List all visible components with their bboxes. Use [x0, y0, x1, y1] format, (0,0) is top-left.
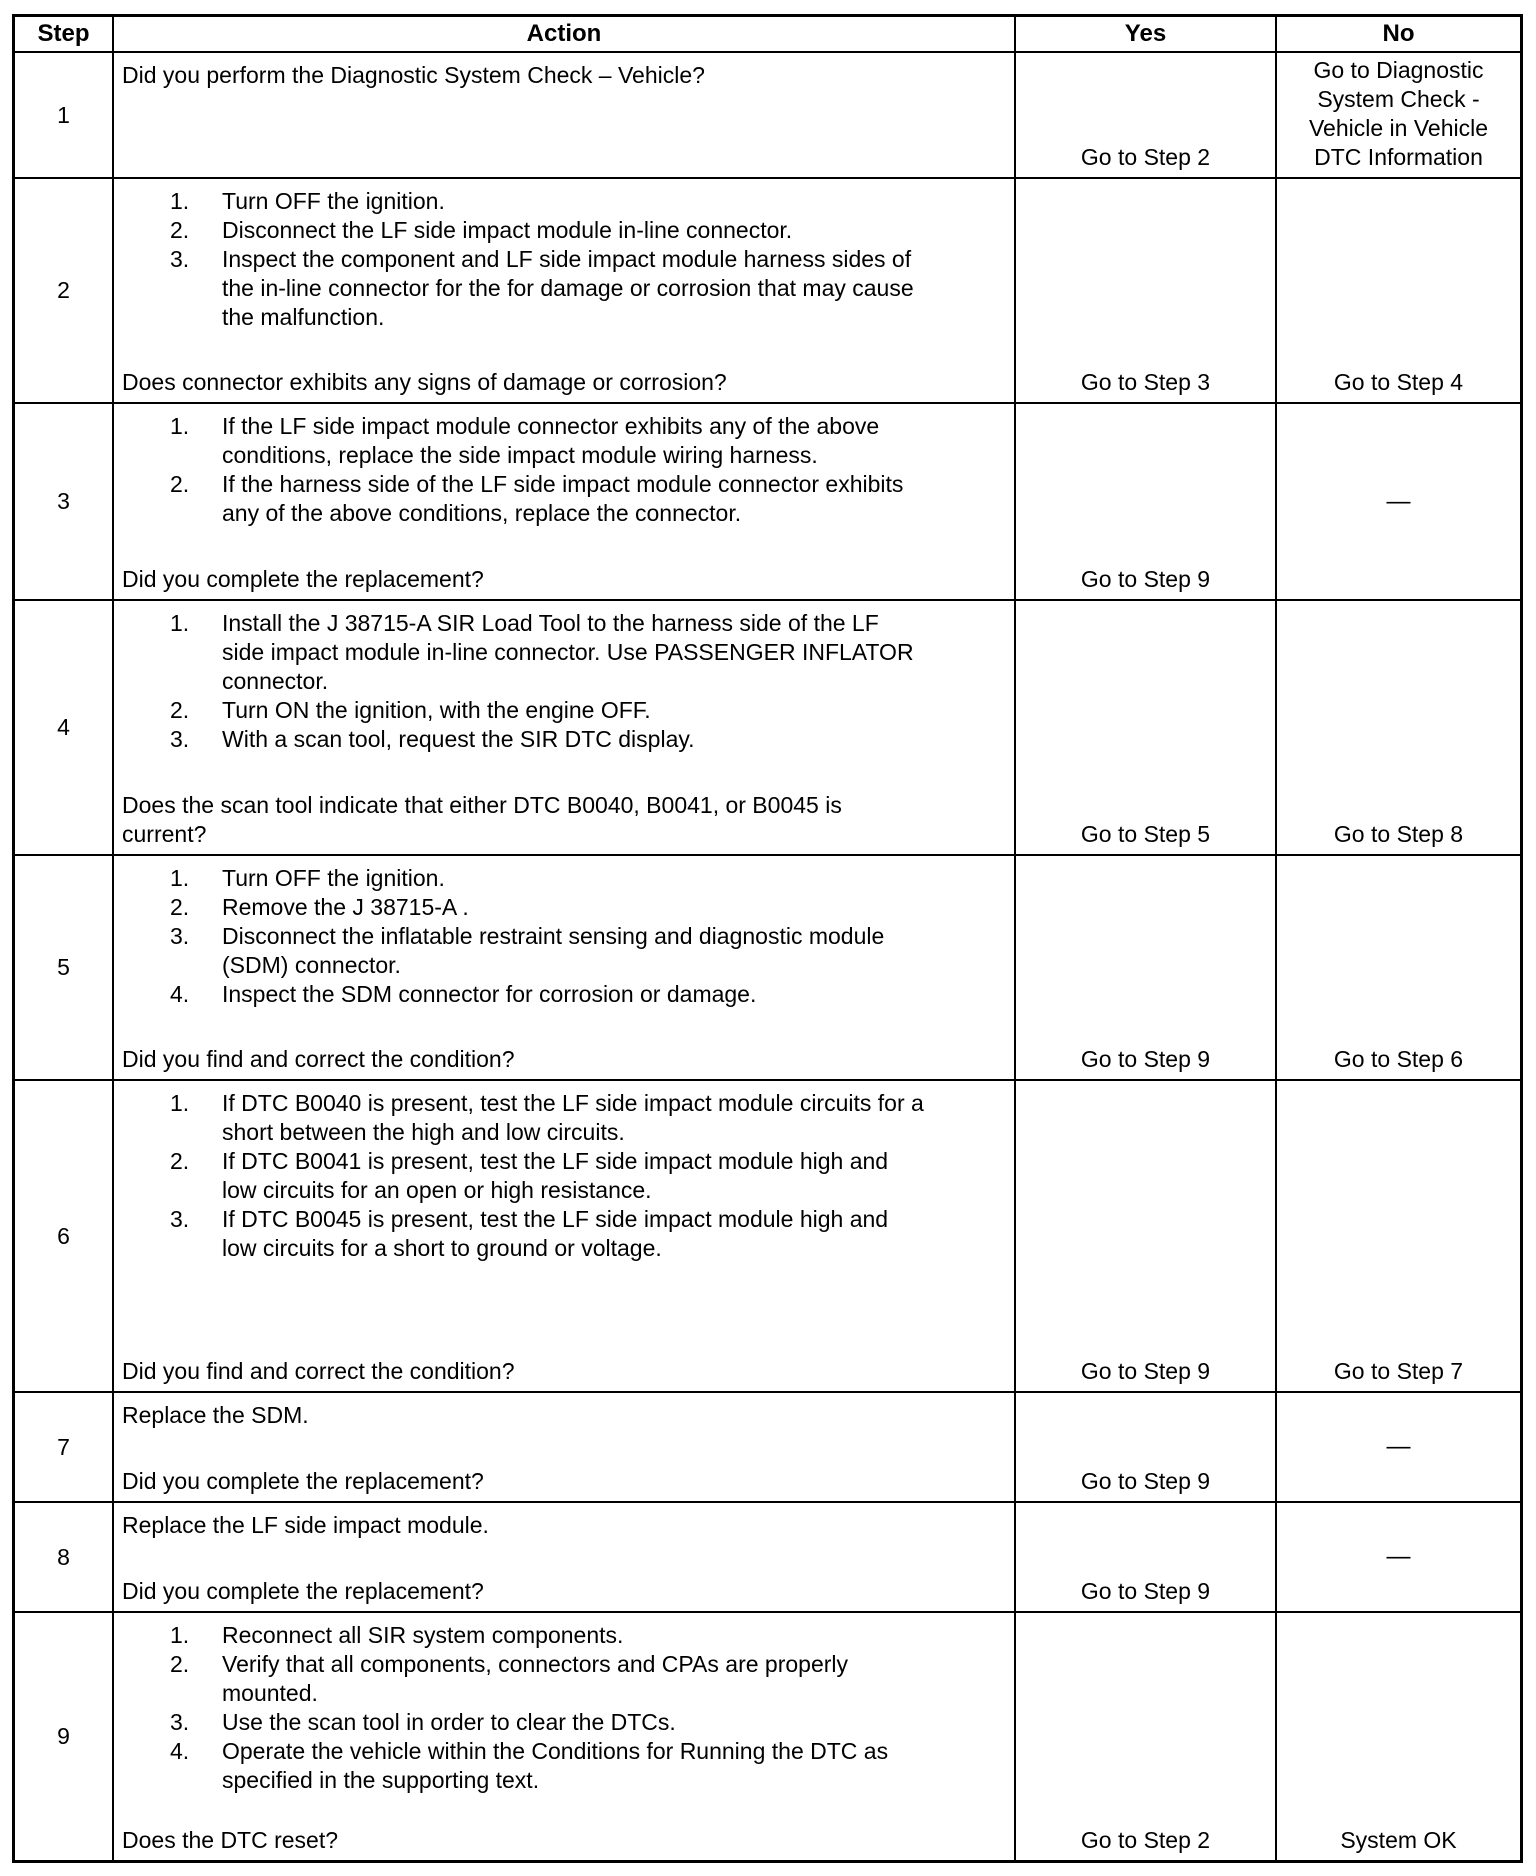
- action-list: [122, 609, 1008, 754]
- yes-cell: [1016, 53, 1277, 177]
- list-item: [122, 1621, 1008, 1650]
- no-cell: [1277, 1503, 1520, 1611]
- yes-cell: [1016, 1393, 1277, 1501]
- no-answer-line: Vehicle in Vehicle: [1308, 115, 1488, 141]
- table-header-row: [15, 17, 1520, 53]
- list-item: [122, 696, 1008, 725]
- list-item: [122, 980, 1008, 1009]
- diagnostic-table: [12, 14, 1523, 1863]
- item-line: (SDM) connector.: [222, 952, 401, 978]
- step-number: 4: [15, 601, 114, 854]
- action-list: [122, 412, 1008, 528]
- item-number: 2.: [170, 894, 190, 920]
- item-line: Turn ON the ignition, with the engine OFF.: [222, 697, 651, 723]
- list-item: [122, 893, 1008, 922]
- item-number: 2.: [170, 217, 190, 243]
- no-answer: [1277, 56, 1520, 172]
- action-cell: [114, 1081, 1016, 1391]
- item-line: Reconnect all SIR system components.: [222, 1622, 624, 1648]
- action-cell: [114, 1503, 1016, 1611]
- action-question: Does connector exhibits any signs of damage or corrosion?: [122, 369, 727, 395]
- action-list: [122, 1621, 1008, 1795]
- question-line: current?: [122, 821, 207, 847]
- item-line: Turn OFF the ignition.: [222, 865, 445, 891]
- no-cell: [1277, 1393, 1520, 1501]
- yes-answer: Go to Step 9: [1080, 1578, 1211, 1604]
- table-row: [15, 1393, 1520, 1503]
- step-number: 2: [15, 179, 114, 402]
- action-question: [122, 791, 1008, 849]
- item-line: Disconnect the LF side impact module in-line connector.: [222, 217, 793, 243]
- action-cell: [114, 1393, 1016, 1501]
- step-number: 5: [15, 856, 114, 1079]
- header-step: Step: [15, 17, 114, 51]
- list-item: [122, 187, 1008, 216]
- yes-answer: Go to Step 3: [1080, 369, 1211, 395]
- item-line: With a scan tool, request the SIR DTC display.: [222, 726, 695, 752]
- action-question: Did you complete the replacement?: [122, 566, 484, 592]
- no-answer: Go to Step 4: [1333, 369, 1464, 395]
- item-line: If DTC B0045 is present, test the LF side impact module high and: [222, 1206, 889, 1232]
- yes-cell: [1016, 1503, 1277, 1611]
- action-list: [122, 187, 1008, 332]
- yes-answer: Go to Step 9: [1080, 1358, 1211, 1384]
- yes-cell: [1016, 404, 1277, 599]
- yes-cell: [1016, 1081, 1277, 1391]
- no-answer: Go to Step 8: [1333, 821, 1464, 847]
- item-line: Inspect the component and LF side impact module harness sides of: [222, 246, 912, 272]
- table-row: [15, 179, 1520, 404]
- item-line: mounted.: [222, 1680, 318, 1706]
- no-answer-line: Go to Diagnostic: [1313, 57, 1484, 83]
- item-line: any of the above conditions, replace the connector.: [222, 500, 742, 526]
- action-question: Did you find and correct the condition?: [122, 1358, 515, 1384]
- yes-cell: [1016, 856, 1277, 1079]
- no-answer: Go to Step 6: [1333, 1046, 1464, 1072]
- item-line: Operate the vehicle within the Conditions for Running the DTC as: [222, 1738, 889, 1764]
- header-no: No: [1382, 20, 1415, 47]
- no-answer-dash: —: [1386, 1433, 1411, 1460]
- yes-cell: [1016, 1613, 1277, 1860]
- step-number: 3: [15, 404, 114, 599]
- action-cell: [114, 1613, 1016, 1860]
- item-number: 3.: [170, 1709, 190, 1735]
- no-cell: [1277, 856, 1520, 1079]
- question-line: Does the scan tool indicate that either DTC B0040, B0041, or B0045 is: [122, 792, 842, 818]
- list-item: [122, 864, 1008, 893]
- item-line: If DTC B0041 is present, test the LF side impact module high and: [222, 1148, 889, 1174]
- action-intro: Replace the LF side impact module.: [122, 1512, 489, 1538]
- action-list: [122, 864, 1008, 1009]
- table-row: [15, 53, 1520, 179]
- header-yes: Yes: [1016, 17, 1277, 51]
- table-row: [15, 1613, 1520, 1860]
- action-question: Does the DTC reset?: [122, 1827, 339, 1853]
- list-item: [122, 412, 1008, 470]
- no-cell: [1277, 601, 1520, 854]
- list-item: [122, 470, 1008, 528]
- no-cell: [1277, 53, 1520, 177]
- action-cell: [114, 601, 1016, 854]
- list-item: [122, 922, 1008, 980]
- yes-answer: Go to Step 2: [1080, 144, 1211, 170]
- step-number: 8: [15, 1503, 114, 1611]
- table-row: [15, 1503, 1520, 1613]
- item-number: 3.: [170, 1206, 190, 1232]
- item-number: 4.: [170, 981, 190, 1007]
- item-number: 1.: [170, 188, 190, 214]
- list-item: [122, 1737, 1008, 1795]
- item-line: Turn OFF the ignition.: [222, 188, 445, 214]
- item-line: low circuits for an open or high resistance.: [222, 1177, 652, 1203]
- action-cell: [114, 179, 1016, 402]
- no-answer-line: System Check -: [1317, 86, 1480, 112]
- no-answer-dash: —: [1386, 487, 1411, 515]
- list-item: [122, 216, 1008, 245]
- action-cell: [114, 856, 1016, 1079]
- table-row: [15, 601, 1520, 856]
- item-line: Inspect the SDM connector for corrosion or damage.: [222, 981, 757, 1007]
- action-intro: Replace the SDM.: [122, 1402, 309, 1428]
- no-cell: [1277, 404, 1520, 599]
- item-number: 3.: [170, 923, 190, 949]
- item-number: 1.: [170, 1622, 190, 1648]
- no-cell: [1277, 1613, 1520, 1860]
- item-line: Disconnect the inflatable restraint sensing and diagnostic module: [222, 923, 885, 949]
- item-number: 4.: [170, 1738, 190, 1764]
- table-row: [15, 1081, 1520, 1393]
- no-answer: Go to Step 7: [1333, 1358, 1464, 1384]
- item-line: low circuits for a short to ground or voltage.: [222, 1235, 662, 1261]
- item-number: 1.: [170, 865, 190, 891]
- item-line: conditions, replace the side impact module wiring harness.: [222, 442, 818, 468]
- item-number: 1.: [170, 610, 190, 636]
- yes-answer: Go to Step 5: [1080, 821, 1211, 847]
- item-line: Install the J 38715-A SIR Load Tool to the harness side of the LF: [222, 610, 879, 636]
- item-line: short between the high and low circuits.: [222, 1119, 625, 1145]
- item-line: the in-line connector for the for damage or corrosion that may cause: [222, 275, 914, 301]
- item-line: If DTC B0040 is present, test the LF side impact module circuits for a: [222, 1090, 924, 1116]
- item-line: side impact module in-line connector. Use PASSENGER INFLATOR: [222, 639, 914, 665]
- yes-cell: [1016, 601, 1277, 854]
- list-item: [122, 1147, 1008, 1205]
- action-question: Did you complete the replacement?: [122, 1468, 484, 1494]
- item-line: Verify that all components, connectors and CPAs are properly: [222, 1651, 849, 1677]
- action-question: Did you find and correct the condition?: [122, 1046, 515, 1072]
- yes-cell: [1016, 179, 1277, 402]
- item-number: 1.: [170, 413, 190, 439]
- item-line: the malfunction.: [222, 304, 385, 330]
- action-list: [122, 1089, 1008, 1263]
- list-item: [122, 609, 1008, 696]
- step-number: 6: [15, 1081, 114, 1391]
- table-row: [15, 404, 1520, 601]
- action-question: Did you complete the replacement?: [122, 1578, 484, 1604]
- table-row: [15, 856, 1520, 1081]
- item-number: 1.: [170, 1090, 190, 1116]
- header-action: Action: [114, 17, 1016, 51]
- item-line: Remove the J 38715-A .: [222, 894, 469, 920]
- no-cell: [1277, 179, 1520, 402]
- item-number: 3.: [170, 726, 190, 752]
- item-number: 2.: [170, 1148, 190, 1174]
- no-cell: [1277, 1081, 1520, 1391]
- no-answer: System OK: [1340, 1827, 1457, 1853]
- item-number: 2.: [170, 1651, 190, 1677]
- list-item: [122, 1205, 1008, 1263]
- list-item: [122, 1650, 1008, 1708]
- item-line: If the harness side of the LF side impact module connector exhibits: [222, 471, 904, 497]
- list-item: [122, 1089, 1008, 1147]
- list-item: [122, 245, 1008, 332]
- item-line: If the LF side impact module connector exhibits any of the above: [222, 413, 880, 439]
- step-number: 1: [15, 53, 114, 177]
- yes-answer: Go to Step 9: [1080, 1046, 1211, 1072]
- item-line: Use the scan tool in order to clear the DTCs.: [222, 1709, 676, 1735]
- yes-answer: Go to Step 9: [1080, 1468, 1211, 1494]
- no-answer-line: DTC Information: [1314, 144, 1483, 170]
- item-line: connector.: [222, 668, 329, 694]
- step-number: 9: [15, 1613, 114, 1860]
- yes-answer: Go to Step 2: [1080, 1827, 1211, 1853]
- list-item: [122, 725, 1008, 754]
- list-item: [122, 1708, 1008, 1737]
- action-cell: [114, 404, 1016, 599]
- no-answer-dash: —: [1386, 1543, 1411, 1570]
- action-cell: [114, 53, 1016, 177]
- item-line: specified in the supporting text.: [222, 1767, 540, 1793]
- item-number: 2.: [170, 697, 190, 723]
- action-intro: Did you perform the Diagnostic System Check – Vehicle?: [122, 62, 705, 88]
- step-number: 7: [15, 1393, 114, 1501]
- item-number: 3.: [170, 246, 190, 272]
- item-number: 2.: [170, 471, 190, 497]
- yes-answer: Go to Step 9: [1080, 566, 1211, 592]
